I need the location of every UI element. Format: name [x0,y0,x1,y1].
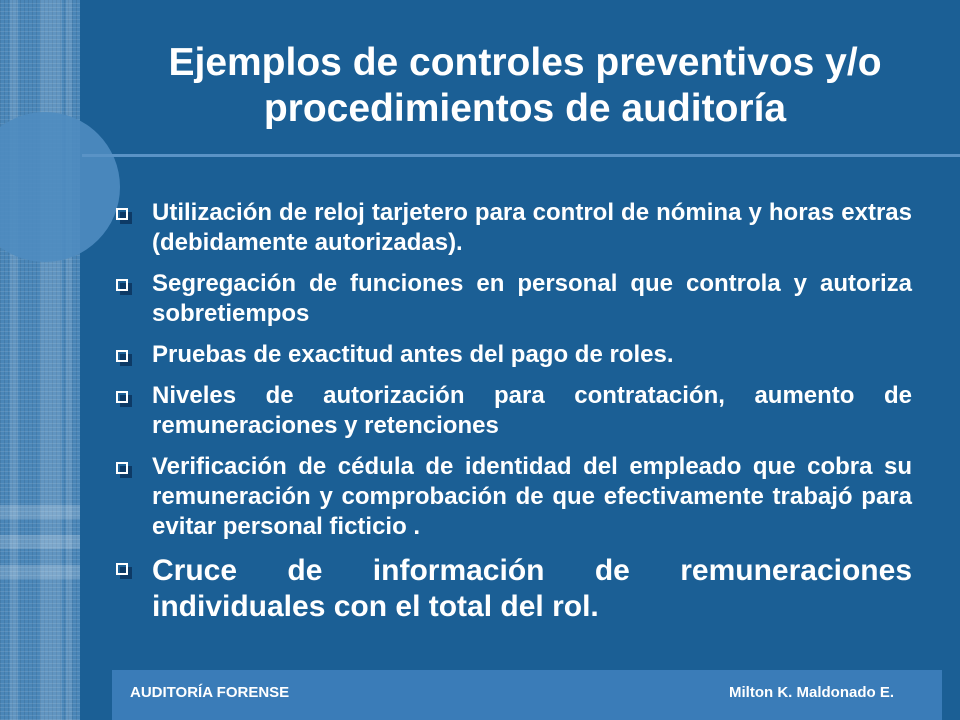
bullet-item [116,269,912,329]
bullet-item [116,198,912,258]
decorative-column [40,0,62,720]
decorative-bar [0,505,80,519]
bullet-list [116,198,912,636]
bullet-item [116,381,912,441]
hollow-square-bullet-icon [116,279,136,293]
bullet-item [116,452,912,542]
hollow-square-bullet-icon [116,462,136,476]
bullet-item [116,553,912,625]
bullet-item [116,340,912,370]
decorative-bar [0,535,80,549]
hollow-square-bullet-icon [116,391,136,405]
hollow-square-bullet-icon [116,563,136,577]
footer-course-label: AUDITORÍA FORENSE [130,684,290,701]
title-divider [82,154,960,157]
bullet-text: Utilización de reloj tarjetero para control de nómina y horas extras (debidamente autorizadas). [152,199,912,256]
footer-author-label: Milton K. Maldonado E. [729,684,894,701]
decorative-column [66,0,72,720]
bullet-text: Segregación de funciones en personal que controla y autoriza sobretiempos [152,270,912,327]
bullet-text: Verificación de cédula de identidad del empleado que cobra su remuneración y comprobación de que efectivamente trabajó para evitar personal ficticio . [152,453,912,540]
bullet-text: Pruebas de exactitud antes del pago de roles. [152,341,674,368]
hollow-square-bullet-icon [116,208,136,222]
slide-title: Ejemplos de controles preventivos y/o procedimientos de auditoría [168,41,882,130]
bullet-text: Cruce de información de remuneraciones individuales con el total del rol. [152,554,912,623]
decorative-bar [0,565,80,579]
left-decorative-strip [0,0,80,720]
hollow-square-bullet-icon [116,350,136,364]
decorative-column [10,0,18,720]
decorative-circle [0,112,120,262]
bullet-text: Niveles de autorización para contratación, aumento de remuneraciones y retenciones [152,382,912,439]
